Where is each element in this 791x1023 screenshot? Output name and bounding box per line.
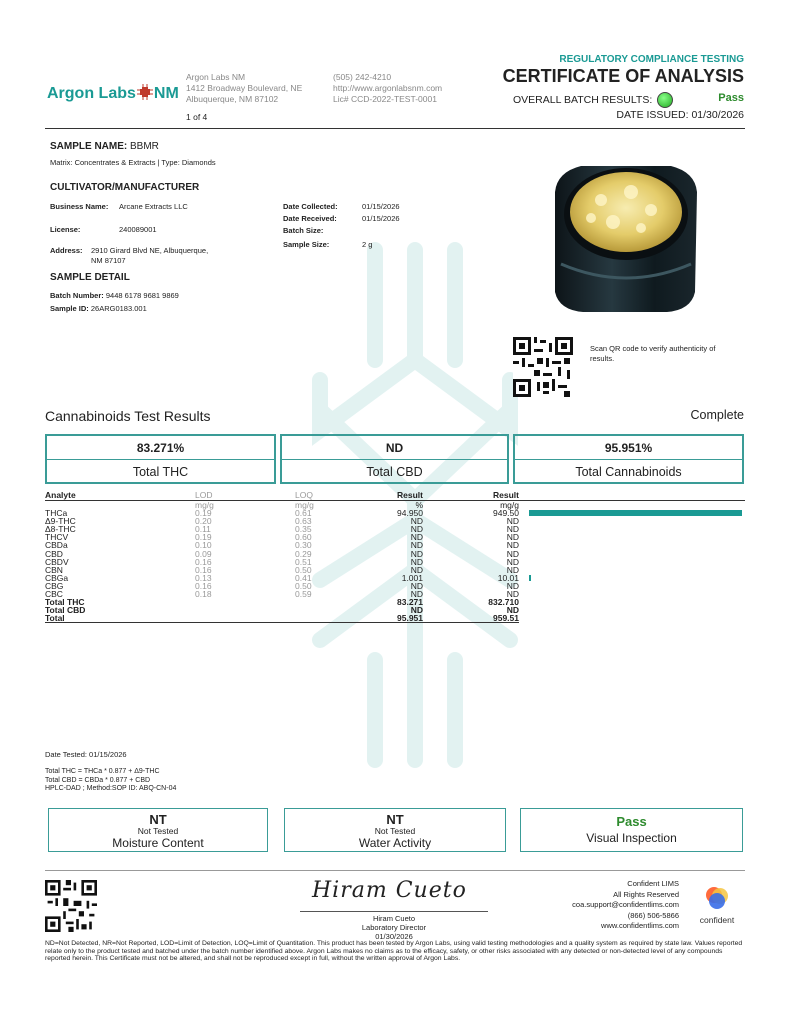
analyte-result-mg: 10.01 xyxy=(497,572,519,583)
analyte-bar-cell xyxy=(519,533,745,541)
formula-thc: Total THC = THCa * 0.877 + Δ9-THC xyxy=(45,768,160,775)
sample-name: BBMR xyxy=(130,141,159,152)
analyte-name: CBC xyxy=(45,589,63,600)
analyte-result-pct: ND xyxy=(410,556,423,567)
sample-name-label: SAMPLE NAME: xyxy=(50,141,128,152)
analyte-loq: 0.60 xyxy=(295,532,312,543)
analyte-loq: 0.51 xyxy=(295,556,312,567)
sample-size-label: Sample Size: xyxy=(283,240,330,249)
confident-logo-text: confident xyxy=(699,915,735,925)
header-result-mg: Result xyxy=(423,490,519,501)
sample-detail-heading: SAMPLE DETAIL xyxy=(50,272,130,283)
analyte-lod: 0.20 xyxy=(195,516,212,527)
analyte-name: Δ8-THC xyxy=(45,524,76,535)
analyte-lod: 0.16 xyxy=(195,564,212,575)
analyte-result-mg: ND xyxy=(506,532,519,543)
analyte-row xyxy=(45,533,745,541)
batch-number-label: Batch Number: xyxy=(50,291,104,300)
confident-website[interactable]: www.confidentlims.com xyxy=(601,921,679,930)
confident-logo-icon xyxy=(705,886,729,910)
analyte-loq: 0.61 xyxy=(295,508,312,519)
analyte-result-pct: ND xyxy=(410,548,423,559)
analyte-bar-cell xyxy=(519,509,745,517)
analyte-row xyxy=(45,574,745,582)
unit-result-mg: mg/g xyxy=(500,500,519,510)
test-label: Visual Inspection xyxy=(586,831,677,845)
summary-total-cbd xyxy=(280,434,509,484)
header-analyte: Analyte xyxy=(45,490,195,501)
date-issued: DATE ISSUED: 01/30/2026 xyxy=(616,109,744,121)
analyte-result-mg: ND xyxy=(506,589,519,600)
header-loq: LOQ xyxy=(295,490,375,501)
analyte-result-mg: ND xyxy=(506,548,519,559)
address-line2: NM 87107 xyxy=(91,255,126,265)
method: HPLC-DAD ; Method:SOP ID: ABQ-CN-04 xyxy=(45,785,177,792)
argon-logo xyxy=(47,82,179,103)
analyte-loq: 0.59 xyxy=(295,589,312,600)
zia-logo-icon xyxy=(137,84,153,100)
analyte-loq: 0.29 xyxy=(295,548,312,559)
analyte-row xyxy=(45,590,745,598)
business-name: Arcane Extracts LLC xyxy=(119,202,188,211)
lab-phone: (505) 242-4210 xyxy=(333,72,392,82)
analyte-row xyxy=(45,566,745,574)
address-label: Address: xyxy=(50,246,83,255)
analyte-result-pct: 94.950 xyxy=(397,508,423,519)
visual-inspection-box xyxy=(520,808,743,852)
test-sub: Not Tested xyxy=(137,826,179,836)
total-pct: 83.271 xyxy=(397,597,423,608)
sample-id-label: Sample ID: xyxy=(50,304,89,313)
total-row xyxy=(45,614,745,623)
license-number: 240089001 xyxy=(119,225,157,234)
overall-label: OVERALL BATCH RESULTS: xyxy=(513,94,653,106)
date-received: 01/15/2026 xyxy=(362,214,400,223)
analyte-bar-cell xyxy=(519,550,745,558)
analyte-result-pct: ND xyxy=(410,580,423,591)
analyte-result-mg: ND xyxy=(506,580,519,591)
analyte-name: CBDV xyxy=(45,556,69,567)
test-label: Moisture Content xyxy=(112,836,204,850)
analyte-name: CBD xyxy=(45,548,63,559)
analyte-result-mg: ND xyxy=(506,564,519,575)
header-lod: LOD xyxy=(195,490,295,501)
sample-size: 2 g xyxy=(362,240,373,249)
analyte-loq: 0.41 xyxy=(295,572,312,583)
cannabinoids-status: Complete xyxy=(690,408,744,422)
page-number: 1 of 4 xyxy=(186,112,208,122)
confident-email[interactable]: coa.support@confidentlims.com xyxy=(572,900,679,909)
analyte-loq: 0.50 xyxy=(295,580,312,591)
summary-value: ND xyxy=(282,436,507,460)
analyte-result-mg: ND xyxy=(506,524,519,535)
test-label: Water Activity xyxy=(358,836,432,850)
lab-website[interactable]: http://www.argonlabsnm.com xyxy=(333,83,443,93)
analyte-bar-cell xyxy=(519,541,745,549)
cannabinoid-results-table xyxy=(45,490,745,623)
total-name: Total THC xyxy=(45,597,85,608)
sample-id: 26ARG0183.001 xyxy=(90,304,147,313)
analyte-row xyxy=(45,558,745,566)
cultivator-heading: CULTIVATOR/MANUFACTURER xyxy=(50,182,200,193)
signature-script: Hiram Cueto xyxy=(312,878,467,903)
analyte-row xyxy=(45,582,745,590)
product-photo xyxy=(541,152,709,318)
lab-address2: Albuquerque, NM 87102 xyxy=(186,94,279,104)
total-pct: ND xyxy=(410,605,423,616)
analyte-result-pct: ND xyxy=(410,524,423,535)
analyte-lod: 0.10 xyxy=(195,540,212,551)
pass-indicator-icon xyxy=(657,92,673,108)
batch-number: 9448 6178 9681 9869 xyxy=(105,291,179,300)
signature-date: 01/30/2026 xyxy=(375,932,413,941)
total-mg: 959.51 xyxy=(423,614,519,623)
analyte-lod: 0.19 xyxy=(195,532,212,543)
total-mg: ND xyxy=(506,605,519,616)
analyte-result-pct: ND xyxy=(410,589,423,600)
summary-total-cannabinoids xyxy=(513,434,744,484)
unit-loq: mg/g xyxy=(295,500,314,510)
cannabinoids-title: Cannabinoids Test Results xyxy=(45,408,211,424)
qr-caption: Scan QR code to verify authenticity of results. xyxy=(590,344,716,363)
summary-label: Total CBD xyxy=(366,465,423,479)
signer-name: Hiram Cueto xyxy=(372,914,416,923)
signer-title: Laboratory Director xyxy=(361,923,427,932)
test-value: NT xyxy=(149,812,167,827)
analyte-lod: 0.13 xyxy=(195,572,212,583)
unit-result-pct: % xyxy=(415,500,423,510)
analyte-name: Δ9-THC xyxy=(45,516,76,527)
analyte-result-mg: 949.50 xyxy=(493,508,519,519)
reg-title: REGULATORY COMPLIANCE TESTING xyxy=(559,54,744,65)
batch-size-label: Batch Size: xyxy=(283,226,324,235)
date-tested: Date Tested: 01/15/2026 xyxy=(45,750,127,759)
summary-label: Total THC xyxy=(132,465,189,479)
confident-phone: (866) 506-5866 xyxy=(627,910,679,920)
analyte-bar-cell xyxy=(519,558,745,566)
date-received-label: Date Received: xyxy=(283,214,337,223)
date-collected: 01/15/2026 xyxy=(362,202,400,211)
analyte-lod: 0.09 xyxy=(195,548,212,559)
logo-text-right: NM xyxy=(153,85,179,102)
lab-license: Lic# CCD-2022-TEST-0001 xyxy=(333,94,437,104)
analyte-bar-cell xyxy=(519,582,745,590)
confident-line1: Confident LIMS xyxy=(627,879,679,888)
analyte-bar-cell xyxy=(519,525,745,533)
analyte-loq: 0.30 xyxy=(295,540,312,551)
analyte-lod: 0.11 xyxy=(195,524,211,535)
analyte-lod: 0.16 xyxy=(195,580,212,591)
total-pct: 95.951 xyxy=(375,614,423,623)
analyte-loq: 0.50 xyxy=(295,564,312,575)
header-bar xyxy=(519,490,745,501)
analyte-lod: 0.19 xyxy=(195,508,212,519)
lab-address1: 1412 Broadway Boulevard, NE xyxy=(186,83,303,93)
verify-qr-code[interactable] xyxy=(513,337,573,397)
total-row xyxy=(45,606,745,614)
analyte-bar xyxy=(529,575,531,581)
confident-line2: All Rights Reserved xyxy=(613,889,679,899)
analyte-result-mg: ND xyxy=(506,516,519,527)
analyte-bar-cell xyxy=(519,517,745,525)
unit-lod: mg/g xyxy=(195,500,214,510)
test-value: Pass xyxy=(616,814,647,829)
analyte-bar-cell xyxy=(519,566,745,574)
analyte-name: THCV xyxy=(45,532,69,543)
date-collected-label: Date Collected: xyxy=(283,202,338,211)
overall-result: Pass xyxy=(718,92,744,104)
analyte-result-pct: ND xyxy=(410,516,423,527)
analyte-name: CBDa xyxy=(45,540,68,551)
analyte-lod: 0.16 xyxy=(195,556,212,567)
footer-qr-code[interactable] xyxy=(45,880,97,932)
analyte-result-pct: ND xyxy=(410,532,423,543)
analyte-name: CBGa xyxy=(45,572,69,583)
formula-cbd: Total CBD = CBDa * 0.877 + CBD xyxy=(45,776,151,784)
analyte-row xyxy=(45,509,745,517)
confident-logo xyxy=(692,886,742,925)
coa-title: CERTIFICATE OF ANALYSIS xyxy=(502,66,744,86)
analyte-lod: 0.18 xyxy=(195,589,212,600)
license-label: License: xyxy=(50,225,81,234)
analyte-loq: 0.63 xyxy=(295,516,312,527)
test-sub: Not Tested xyxy=(374,826,416,836)
total-name: Total xyxy=(45,614,195,623)
summary-total-thc xyxy=(45,434,276,484)
analyte-result-pct: ND xyxy=(410,564,423,575)
lab-name: Argon Labs NM xyxy=(186,72,246,82)
address-line1: 2910 Girard Blvd NE, Albuquerque, xyxy=(91,246,209,255)
analyte-result-pct: ND xyxy=(410,540,423,551)
analyte-name: CBN xyxy=(45,564,63,575)
total-mg: 832.710 xyxy=(488,597,519,608)
total-row xyxy=(45,598,745,606)
logo-text-left: Argon Labs xyxy=(47,85,136,102)
analyte-row xyxy=(45,550,745,558)
analyte-name: THCa xyxy=(45,508,68,519)
total-name: Total CBD xyxy=(45,605,86,616)
header-result-pct: Result xyxy=(375,490,423,501)
test-value: NT xyxy=(386,812,404,827)
analyte-bar xyxy=(529,510,742,516)
sample-matrix: Matrix: Concentrates & Extracts | Type: Diamonds xyxy=(50,158,216,167)
analyte-bar-cell xyxy=(519,574,745,582)
footer-note: ND=Not Detected, NR=Not Reported, LOD=Limit of Detection, LOQ=Limit of Quantitation. This product has been tested by Argon Labs, using valid testing methodologies and a quality system as required by state law. Values reported relate only to the product tested and batched under the batch number identified above. Argon Labs makes no claims as to the efficacy, safety, or other risks associated with any detected or non-detected level of any compounds reported herein. This Certificate must not be altered, and shall not be reproduced except in full, without the written approval of Argon Labs. xyxy=(45,940,743,963)
analyte-bar-cell xyxy=(519,590,745,598)
analyte-result-pct: 1.001 xyxy=(401,572,423,583)
summary-label: Total Cannabinoids xyxy=(575,465,682,479)
moisture-content-box xyxy=(48,808,268,852)
summary-value: 83.271% xyxy=(47,436,274,460)
analyte-result-mg: ND xyxy=(506,540,519,551)
summary-value: 95.951% xyxy=(515,436,742,460)
analyte-row xyxy=(45,541,745,549)
analyte-row xyxy=(45,517,745,525)
analyte-name: CBG xyxy=(45,580,64,591)
analyte-row xyxy=(45,525,745,533)
water-activity-box xyxy=(284,808,506,852)
analyte-loq: 0.35 xyxy=(295,524,312,535)
business-label: Business Name: xyxy=(50,202,109,211)
analyte-result-mg: ND xyxy=(506,556,519,567)
